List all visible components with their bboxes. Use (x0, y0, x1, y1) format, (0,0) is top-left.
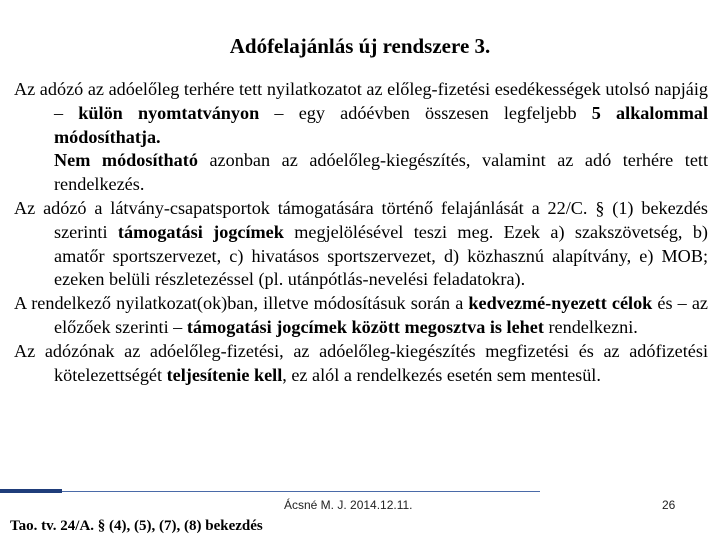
footer-author-date: Ácsné M. J. 2014.12.11. (284, 498, 413, 512)
footer-divider (0, 491, 540, 492)
paragraph-4 (14, 340, 708, 388)
p3-bold-1: kedvezmé-nyezett célok (468, 293, 653, 314)
p1-bold-2: 5 alkalommal módosíthatja. (54, 102, 708, 147)
p2-text-2: megjelölésével teszi meg. Ezek a) szakszövetség, b) amatőr sportszervezet, c) hivatásos sportszervezet, d) közhasznú alapítvány, e) MOB; ezeken belüli részletezéssel (pl. utánpótlás-nevelési feladatokra). (54, 221, 708, 290)
p1-text-2: – egy adóévben összesen legfeljebb (259, 102, 592, 123)
p4-text-1: Az adózónak az adóelőleg-fizetési, az adóelőleg-kiegészítés megfizetési és az adófizetési kötelezettségét (14, 340, 708, 385)
slide-body (14, 78, 708, 387)
p1-text-3: azonban az adóelőleg-kiegészítés, valamint az adó terhére tett rendelkezés. (54, 150, 708, 195)
p2-bold-1: támogatási jogcímek (117, 221, 284, 242)
page-number: 26 (662, 498, 676, 512)
p1-bold-3: Nem módosítható (54, 150, 198, 171)
slide-title: Adófelajánlás új rendszere 3. (229, 34, 491, 58)
p4-text-2: , ez alól a rendelkezés esetén sem mentesül. (282, 364, 601, 385)
p3-text-3: rendelkezni. (543, 316, 638, 337)
paragraph-1-continuation (14, 149, 708, 197)
legal-reference-footnote: Tao. tv. 24/A. § (4), (5), (7), (8) bekezdés (10, 518, 263, 534)
paragraph-1 (14, 78, 708, 149)
paragraph-2 (14, 197, 708, 292)
p1-bold-1: külön nyomtatványon (78, 102, 260, 123)
p2-text-1: Az adózó a látvány-csapatsportok támogatására történő felajánlását a 22/C. § (1) bekezdés szerinti (14, 197, 708, 242)
p3-text-1: A rendelkező nyilatkozat(ok)ban, illetve módosításuk során a (14, 293, 469, 314)
p1-text-1: Az adózó az adóelőleg terhére tett nyilatkozatot az előleg-fizetési esedékességek utolsó napjáig – (14, 79, 708, 123)
p3-bold-2: támogatási jogcímek között megosztva is lehet (186, 316, 544, 337)
paragraph-3 (14, 292, 708, 340)
footer-accent-bar (0, 489, 62, 493)
p4-bold-1: teljesítenie kell (166, 364, 283, 385)
p3-text-2: és – az előzőek szerinti – (54, 293, 708, 337)
